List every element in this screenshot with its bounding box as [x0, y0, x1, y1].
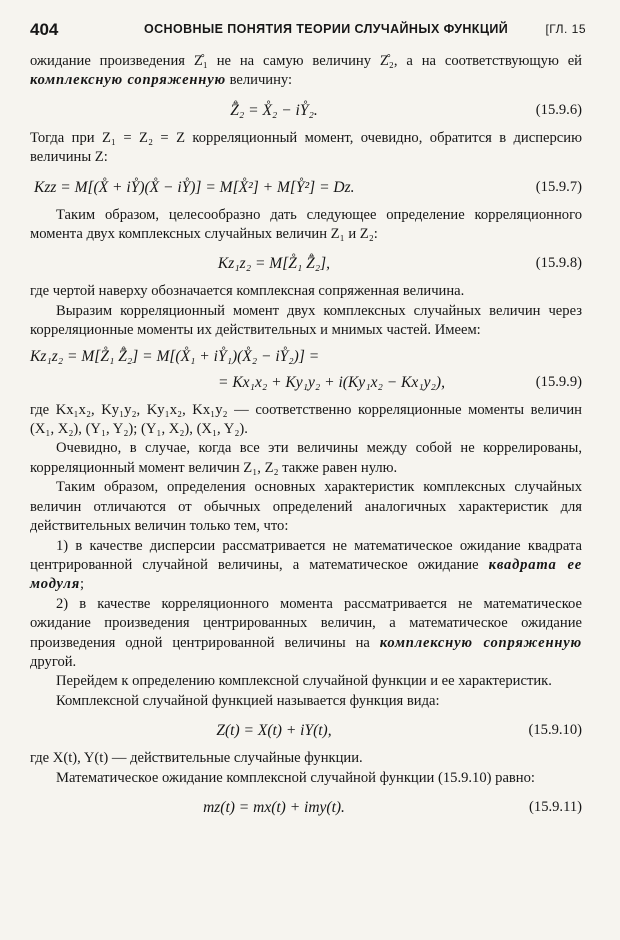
paragraph: Таким образом, определения основных характеристик комплексных случайных величин отличаются от обычных определений аналогичных характеристик для действительных величин только тем, что:: [30, 479, 582, 535]
equation: [30, 93, 582, 127]
paragraph: Математическое ожидание комплексной случайной функции (15.9.10) равно:: [56, 769, 535, 786]
equation-formula-line2: = Kx₁x₂ + Ky₁y₂ + i(Ky₁x₂ − Kx₁y₂),: [218, 373, 445, 391]
list-item: 2) в качестве корреляционного момента рассматривается не математическое ожидание произведения центрированных величин, а математическое ожидание произведения одной центрированной величины на комплексную сопряженную другой.: [30, 595, 582, 670]
running-title: ОСНОВНЫЕ ПОНЯТИЯ ТЕОРИИ СЛУЧАЙНЫХ ФУНКЦИЙ: [144, 22, 509, 36]
paragraph: Очевидно, в случае, когда все эти величины между собой не коррелированы, корреляционный момент величин Z₁, Z₂ также равен нулю.: [30, 440, 582, 476]
equation-formula: Kz₁z₂ = M[Z̊₁ Z̊̄₂],: [217, 255, 331, 273]
paragraph: Тогда при Z₁ = Z₂ = Z корреляционный момент, очевидно, обратится в дисперсию величины Z:: [30, 129, 582, 166]
emphasis: комплексную сопряженную: [30, 72, 226, 89]
paragraph: Комплексной случайной функцией называется функция вида:: [56, 692, 440, 709]
page-header: [30, 18, 590, 46]
emphasis: квадрата ее модуля: [30, 556, 583, 593]
paragraph: где X(t), Y(t) — действительные случайные функции.: [30, 750, 363, 767]
paragraph: где Kx₁x₂, Ky₁y₂, Ky₁x₂, Kx₁y₂ — соответственно корреляционные моменты величин (X₁, X₂), (Y₁, Y₂); (Y₁, X₂), (X₁, Y₂).: [30, 401, 582, 438]
equation-formula-line1: Kz₁z₂ = M[Z̊₁ Z̊̄₂] = M[(X̊₁ + iY̊₁)(X̊₂ − iY̊₂)] =: [30, 347, 320, 365]
equation-formula: mz(t) = mx(t) + imy(t).: [203, 798, 345, 816]
equation: [30, 246, 582, 280]
equation: [30, 343, 582, 399]
emphasis: комплексную сопряженную: [379, 634, 582, 651]
list-item: 1) в качестве дисперсии рассматривается не математическое ожидание квадрата центрированной случайной величины, а математическое ожидание квадрата ее модуля;: [30, 537, 583, 593]
equation-number: (15.9.6): [535, 101, 582, 118]
paragraph: Выразим корреляционный момент двух комплексных случайных величин через корреляционные моменты их действительных и мнимых частей. Имеем:: [30, 302, 582, 339]
page-number: 404: [30, 20, 59, 39]
paragraph: ожидание произведения Z̊₁ не на самую величину Z̊₂, а на соответствующую ей комплексную сопряженную величину:: [30, 53, 582, 89]
equation-number: (15.9.11): [529, 798, 582, 815]
equation-formula: Z̊̄₂ = X̊₂ − iY̊₂.: [230, 101, 318, 119]
equation: [30, 713, 582, 747]
page-body: [30, 52, 582, 826]
equation-number: (15.9.8): [535, 255, 582, 272]
equation-number: (15.9.7): [535, 178, 582, 195]
equation-number: (15.9.9): [535, 373, 582, 390]
paragraph: Таким образом, целесообразно дать следующее определение корреляционного момента двух комплексных случайных величин Z₁ и Z₂:: [30, 206, 582, 243]
paragraph: Перейдем к определению комплексной случайной функции и ее характеристик.: [56, 673, 552, 690]
equation: [30, 790, 582, 824]
equation-formula: Kzz = M[(X̊ + iY̊)(X̊ − iY̊)] = M[X̊²] + M[Y̊²] = Dz.: [34, 178, 355, 196]
equation-number: (15.9.10): [528, 722, 582, 739]
paragraph: где чертой наверху обозначается комплексная сопряженная величина.: [30, 283, 465, 300]
equation-formula: Z(t) = X(t) + iY(t),: [216, 722, 332, 740]
equation: [30, 170, 582, 204]
chapter-label: [ГЛ. 15: [545, 22, 586, 36]
